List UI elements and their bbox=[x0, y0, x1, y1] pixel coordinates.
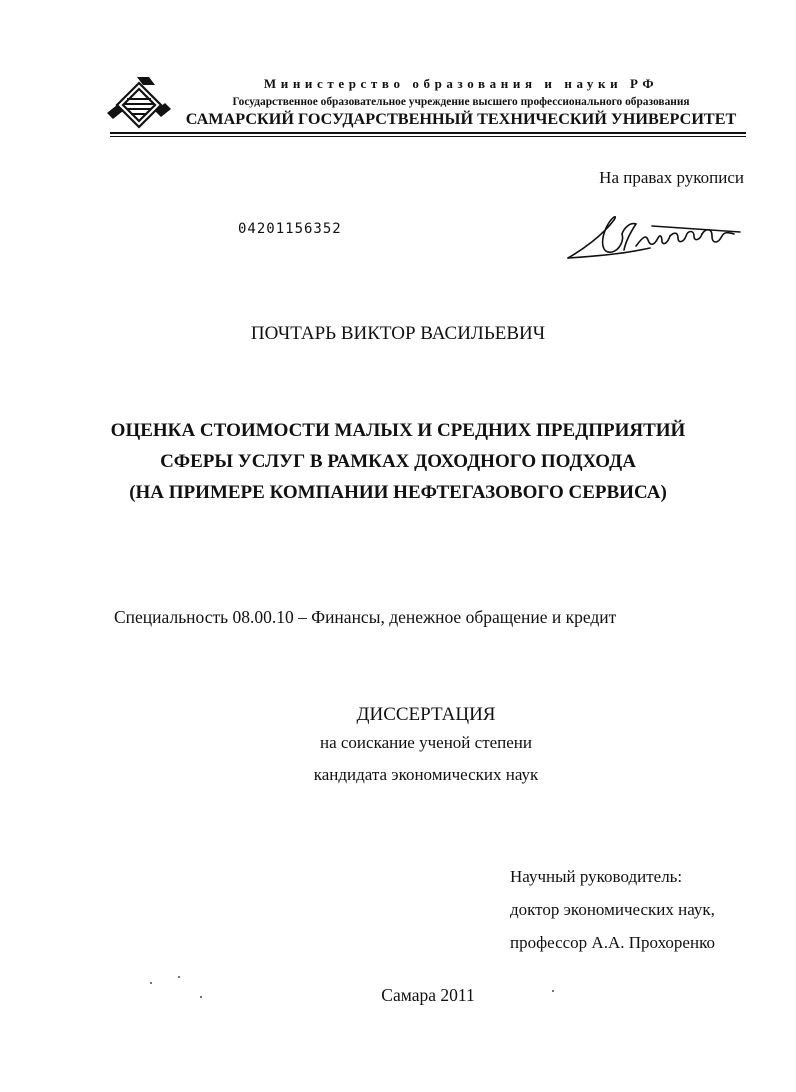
title-line: СФЕРЫ УСЛУГ В РАМКАХ ДОХОДНОГО ПОДХОДА bbox=[160, 451, 636, 472]
inventory-number: 04201156352 bbox=[238, 221, 342, 237]
degree-line-2: кандидата экономических наук bbox=[313, 765, 539, 784]
author-name: ПОЧТАРЬ ВИКТОР ВАСИЛЬЕВИЧ bbox=[250, 323, 546, 344]
scientific-advisor bbox=[510, 860, 715, 959]
degree-line-1: на соискание ученой степени bbox=[319, 733, 533, 752]
advisor-label: Научный руководитель: bbox=[510, 867, 683, 886]
scan-speck bbox=[178, 976, 180, 978]
manuscript-rights-note: На правах рукописи bbox=[599, 168, 744, 187]
title-line: ОЦЕНКА СТОИМОСТИ МАЛЫХ И СРЕДНИХ ПРЕДПРИЯТИЙ bbox=[110, 420, 686, 441]
institution-type: Государственное образовательное учреждение высшего профессионального образования bbox=[232, 96, 690, 108]
handwritten-signature-icon bbox=[562, 206, 746, 270]
university-name: САМАРСКИЙ ГОСУДАРСТВЕННЫЙ ТЕХНИЧЕСКИЙ УНИВЕРСИТЕТ bbox=[185, 110, 737, 128]
dissertation-label: ДИССЕРТАЦИЯ bbox=[356, 704, 496, 725]
scan-speck bbox=[200, 996, 202, 998]
advisor-degree: доктор экономических наук, bbox=[510, 900, 715, 919]
dissertation-title bbox=[0, 415, 796, 508]
university-emblem-icon bbox=[103, 73, 175, 135]
specialty: Специальность 08.00.10 – Финансы, денежное обращение и кредит bbox=[114, 607, 617, 627]
ministry-name: Министерство образования и науки РФ bbox=[263, 76, 659, 91]
header-divider-thin bbox=[110, 136, 746, 137]
header-divider-thick bbox=[110, 132, 746, 134]
scan-speck bbox=[552, 990, 554, 992]
title-line: (НА ПРИМЕРЕ КОМПАНИИ НЕФТЕГАЗОВОГО СЕРВИСА) bbox=[129, 482, 667, 503]
scan-speck bbox=[150, 982, 152, 984]
advisor-name: профессор А.А. Прохоренко bbox=[510, 933, 715, 952]
city-year: Самара 2011 bbox=[381, 985, 475, 1005]
degree-block bbox=[0, 703, 796, 791]
